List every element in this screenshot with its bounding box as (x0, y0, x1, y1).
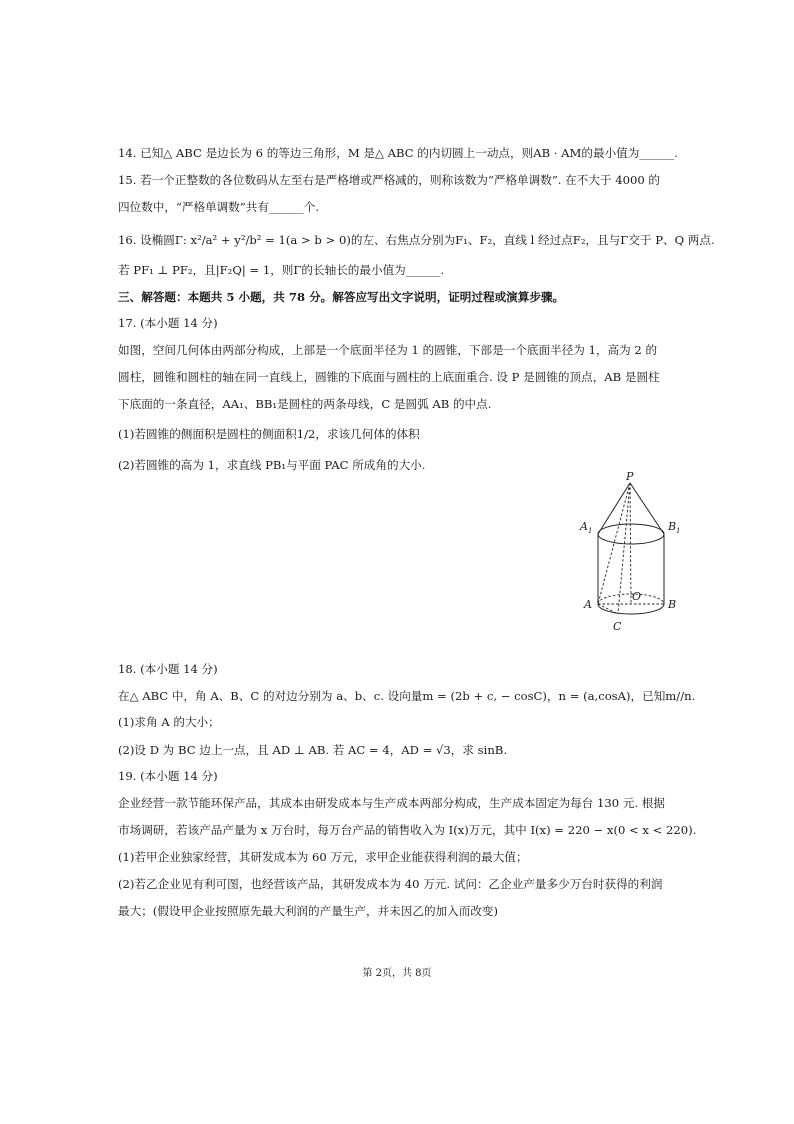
section-3-heading: 三、解答题：本题共 5 小题，共 78 分。解答应写出文字说明，证明过程或演算步骤。 (118, 290, 565, 304)
q16-line-1: 16. 设椭圆Γ: x²/a² + y²/b² = 1(a > b > 0)的左、右焦点分别为F₁、F₂，直线 l 经过点F₂，且与Γ交于 P、Q 两点. (118, 233, 715, 247)
segment-ac (598, 604, 618, 614)
label-a1: A (580, 520, 588, 533)
q17-line-3: 下底面的一条直径，AA₁、BB₁是圆柱的两条母线，C 是圆弧 AB 的中点. (118, 397, 492, 411)
q15-line-1: 15. 若一个正整数的各位数码从左至右是严格增或严格减的，则称该数为“严格单调数”. 在不大于 4000 的 (118, 173, 660, 187)
q18-header: 18. (本小题 14 分) (118, 662, 218, 676)
cone-edge-left (598, 483, 630, 534)
label-o: O (632, 590, 642, 603)
label-c: C (613, 620, 622, 633)
q17-part-2: (2)若圆锥的高为 1，求直线 PB₁与平面 PAC 所成角的大小. (118, 458, 426, 472)
q19-part-2-cont: 最大；(假设甲企业按照原先最大利润的产量生产，并未因乙的加入而改变) (118, 904, 499, 918)
label-b1-sub: 1 (676, 527, 681, 535)
q17-part-1: (1)若圆锥的侧面积是圆柱的侧面积1/2，求该几何体的体积 (118, 427, 420, 441)
cone-cylinder-figure (570, 470, 690, 635)
label-b: B (668, 598, 677, 611)
q16-line-2: 若 PF₁ ⊥ PF₂，且|F₂Q| = 1，则Γ的长轴长的最小值为______. (118, 263, 445, 277)
cone-edge-right (630, 483, 664, 534)
q15-line-2: 四位数中，“严格单调数”共有______个. (118, 200, 320, 214)
q17-line-1: 如图，空间几何体由两部分构成，上部是一个底面半径为 1 的圆锥，下部是一个底面半径为 1，高为 2 的 (118, 343, 658, 357)
q17-line-2: 圆柱，圆锥和圆柱的轴在同一直线上，圆锥的下底面与圆柱的上底面重合. 设 P 是圆锥的顶点，AB 是圆柱 (118, 370, 660, 384)
q14-line-1: 14. 已知△ ABC 是边长为 6 的等边三角形，M 是△ ABC 的内切圆上一动点，则AB · AM的最小值为______. (118, 146, 678, 160)
top-ellipse (598, 524, 664, 544)
q18-part-1: (1)求角 A 的大小； (118, 715, 220, 729)
q18-line-1: 在△ ABC 中，角 A、B、C 的对边分别为 a、b、c. 设向量m = (2b + c, − cosC)，n = (a,cosA)，已知m//n. (118, 689, 696, 703)
q19-part-1: (1)若甲企业独家经营，其研发成本为 60 万元，求甲企业能获得利润的最大值； (118, 850, 528, 864)
label-b1: B (668, 520, 677, 533)
q19-line-1: 企业经营一款节能环保产品，其成本由研发成本与生产成本两部分构成，生产成本固定为每台 130 元. 根据 (118, 796, 665, 810)
q19-part-2: (2)若乙企业见有利可图，也经营该产品，其研发成本为 40 万元. 试问：乙企业产量多少万台时获得的利润 (118, 877, 663, 891)
label-a: A (584, 598, 592, 611)
label-p: P (626, 470, 634, 483)
q19-line-2: 市场调研，若该产品产量为 x 万台时，每万台产品的销售收入为 I(x)万元，其中 I(x) = 220 − x(0 < x < 220). (118, 823, 697, 837)
q19-header: 19. (本小题 14 分) (118, 769, 218, 783)
axis-po (630, 483, 631, 604)
q18-part-2: (2)设 D 为 BC 边上一点，且 AD ⊥ AB. 若 AC = 4，AD = √3，求 sinB. (118, 743, 508, 757)
label-a1-sub: 1 (588, 527, 593, 535)
page-footer: 第 2页，共 8页 (362, 968, 432, 979)
q17-header: 17. (本小题 14 分) (118, 316, 218, 330)
